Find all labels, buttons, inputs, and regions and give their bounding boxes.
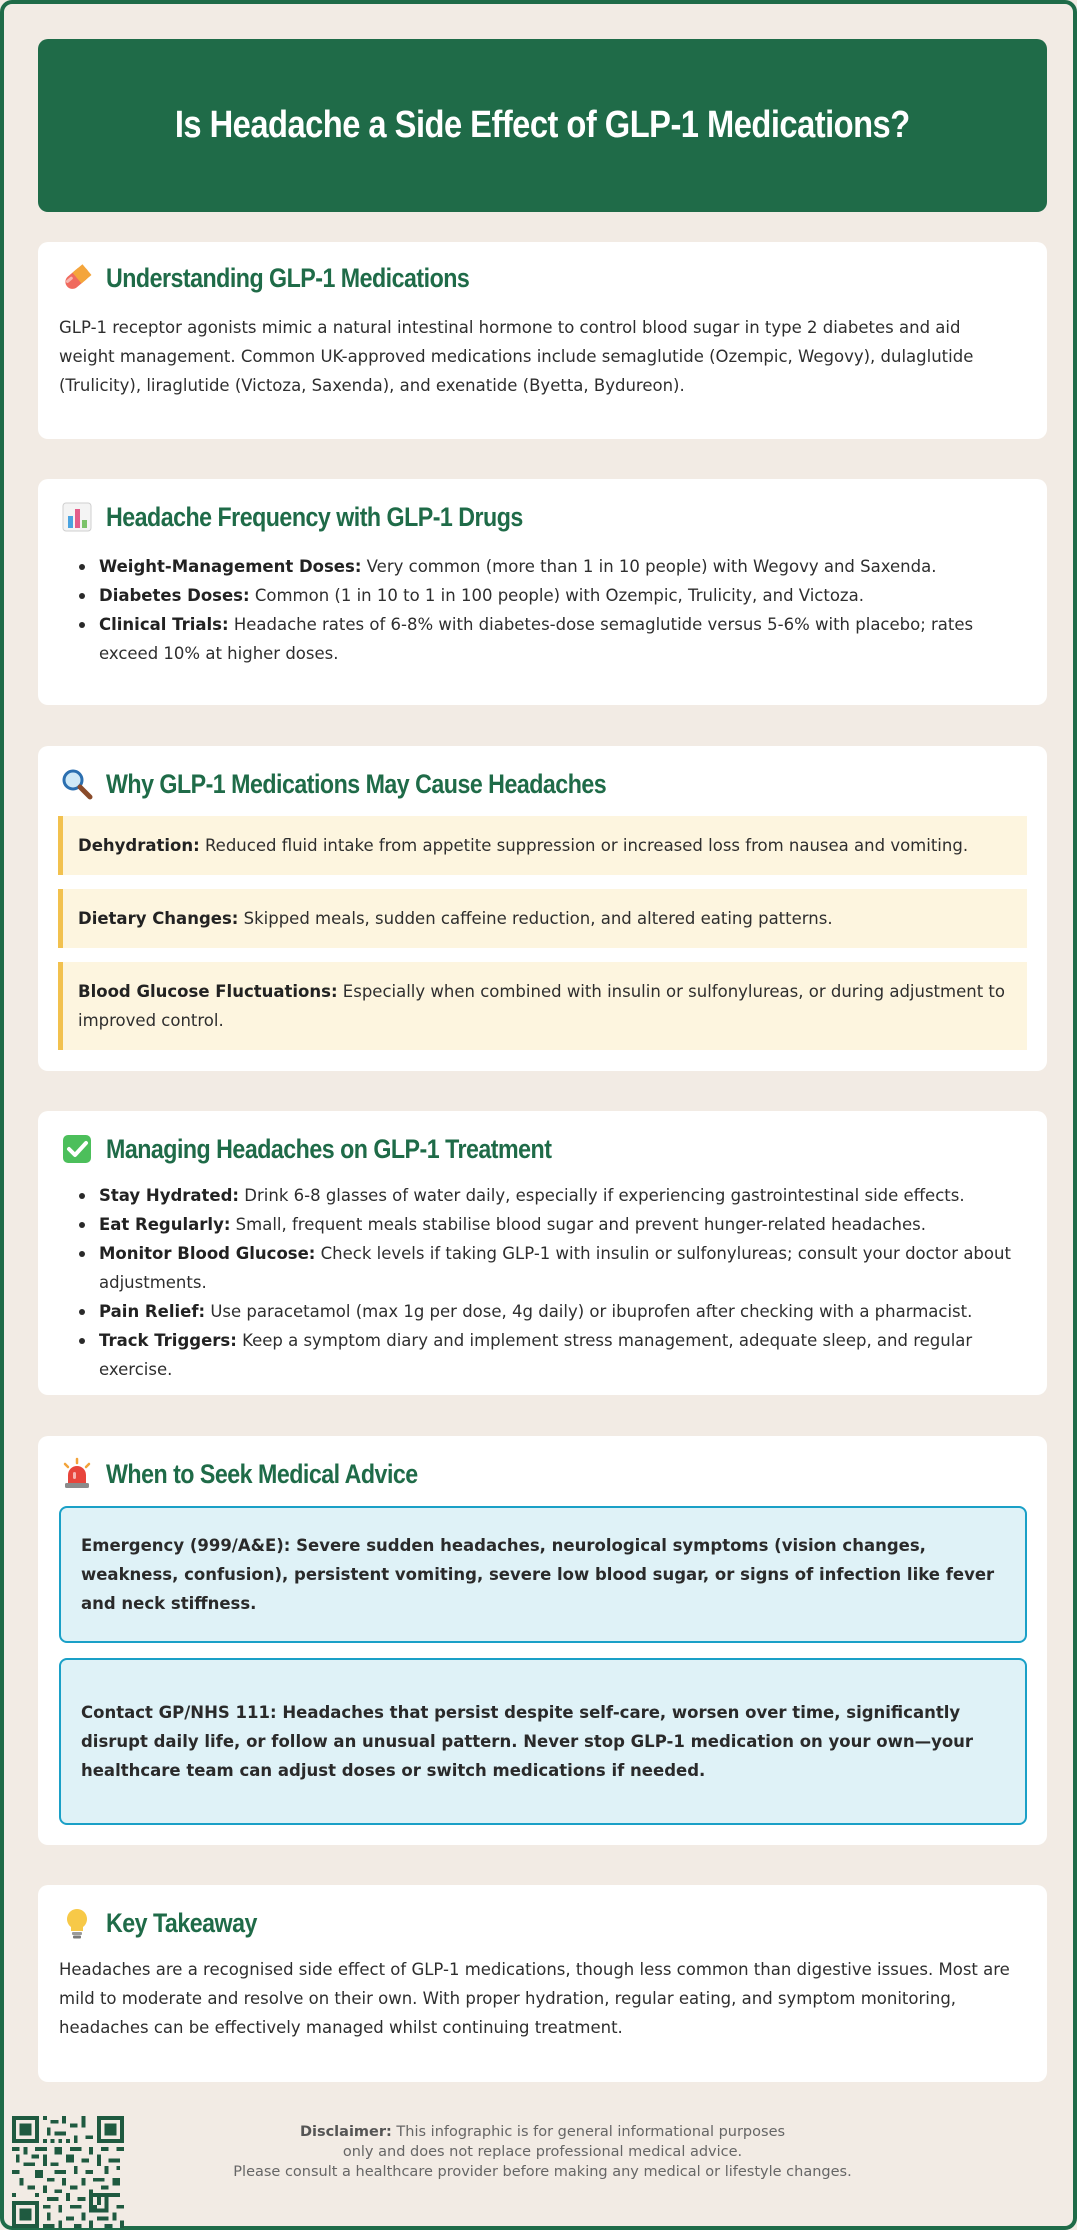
card-heading: Understanding GLP-1 Medications <box>106 262 470 293</box>
frequency-list <box>59 552 1027 668</box>
title-banner <box>38 39 1047 212</box>
cause-item-dietary: Dietary Changes: Skipped meals, sudden caffeine reduction, and altered eating patterns. <box>58 889 1027 948</box>
card-causes <box>38 746 1047 1071</box>
card-heading-row <box>60 260 528 296</box>
list-item: Eat Regularly: Small, frequent meals stabilise blood sugar and prevent hunger-related headaches. <box>59 1210 1027 1239</box>
list-item: Clinical Trials: Headache rates of 6-8% with diabetes-dose semaglutide versus 5-6% with placebo; rates exceed 10% at higher doses. <box>59 610 1027 668</box>
card-heading-row <box>60 1131 624 1167</box>
disclaimer-line: only and does not replace professional medical advice. <box>342 2144 743 2160</box>
magnifier-icon <box>60 767 94 801</box>
light-bulb-icon <box>60 1906 94 1940</box>
card-heading-row <box>60 1456 468 1492</box>
card-frequency <box>38 479 1047 705</box>
card-heading-row <box>60 499 591 535</box>
card-heading: Headache Frequency with GLP-1 Drugs <box>106 501 523 532</box>
check-mark-icon <box>60 1132 94 1166</box>
card-takeaway <box>38 1885 1047 2082</box>
emergency-alert: Emergency (999/A&E): Severe sudden headaches, neurological symptoms (vision changes, weakness, confusion), persistent vomiting, severe low blood sugar, or signs of infection like fever and neck stiffness. <box>59 1506 1027 1643</box>
card-heading: Key Takeaway <box>106 1907 257 1938</box>
card-heading-row <box>60 766 688 802</box>
cause-item-glucose: Blood Glucose Fluctuations: Especially when combined with insulin or sulfonylureas, or during adjustment to improved control. <box>58 962 1027 1050</box>
list-item: Stay Hydrated: Drink 6-8 glasses of water daily, especially if experiencing gastrointestinal side effects. <box>59 1181 1027 1210</box>
managing-list <box>59 1181 1027 1384</box>
contact-gp-alert: Contact GP/NHS 111: Headaches that persist despite self-care, worsen over time, significantly disrupt daily life, or follow an unusual pattern. Never stop GLP-1 medication on your own—your healthcare team can adjust doses or switch medications if needed. <box>59 1658 1027 1825</box>
cause-item-dehydration: Dehydration: Reduced fluid intake from appetite suppression or increased loss from nausea and vomiting. <box>58 816 1027 875</box>
card-heading: Managing Headaches on GLP-1 Treatment <box>106 1133 552 1164</box>
list-item: Monitor Blood Glucose: Check levels if taking GLP-1 with insulin or sulfonylureas; consult your doctor about adjustments. <box>59 1239 1027 1297</box>
card-managing <box>38 1111 1047 1395</box>
pill-icon <box>60 261 94 295</box>
bar-chart-icon <box>60 500 94 534</box>
page-title: Is Headache a Side Effect of GLP-1 Medications? <box>175 104 910 146</box>
siren-icon <box>60 1457 94 1491</box>
list-item: Pain Relief: Use paracetamol (max 1g per dose, 4g daily) or ibuprofen after checking with a pharmacist. <box>59 1297 1027 1326</box>
card-body: Headaches are a recognised side effect of GLP-1 medications, though less common than digestive issues. Most are mild to moderate and resolve on their own. With proper hydration, regular eating, and symptom monitoring, headaches can be effectively managed whilst continuing treatment. <box>59 1960 1010 2037</box>
disclaimer-line: Please consult a healthcare provider before making any medical or lifestyle changes. <box>233 2164 852 2180</box>
card-heading-row <box>60 1905 281 1941</box>
disclaimer <box>4 2122 1077 2192</box>
card-heading: When to Seek Medical Advice <box>106 1458 418 1489</box>
list-item: Diabetes Doses: Common (1 in 10 to 1 in 100 people) with Ozempic, Trulicity, and Victoza. <box>59 581 1027 610</box>
card-advice <box>38 1436 1047 1845</box>
disclaimer-line: Disclaimer: This infographic is for general informational purposes <box>299 2124 786 2140</box>
card-heading: Why GLP-1 Medications May Cause Headaches <box>106 768 607 799</box>
card-body: GLP-1 receptor agonists mimic a natural intestinal hormone to control blood sugar in type 2 diabetes and aid weight management. Common UK-approved medications include semaglutide (Ozempic, Wegovy), dulaglutide (Trulicity), liraglutide (Victoza, Saxenda), and exenatide (Byetta, Bydureon). <box>59 318 974 395</box>
list-item: Weight-Management Doses: Very common (more than 1 in 10 people) with Wegovy and Saxenda. <box>59 552 1027 581</box>
card-understanding <box>38 242 1047 439</box>
list-item: Track Triggers: Keep a symptom diary and implement stress management, adequate sleep, and regular exercise. <box>59 1326 1027 1384</box>
